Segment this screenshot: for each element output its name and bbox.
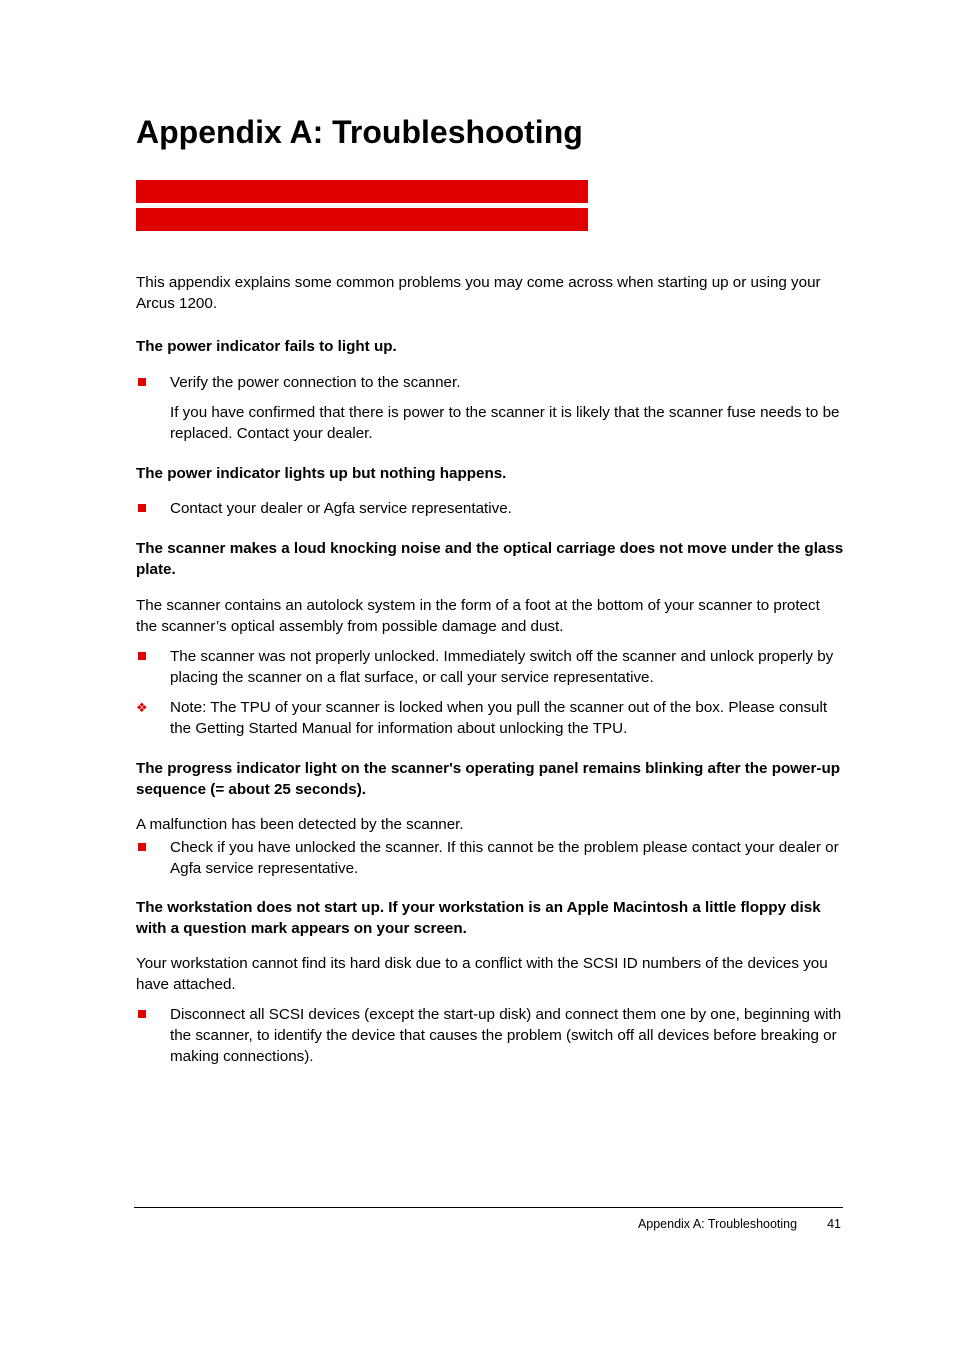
section-text: The scanner contains an autolock system in the form of a foot at the bottom of your scanner to protect the scanner’s optical assembly from possible damage and dust.	[136, 597, 820, 635]
list-item	[136, 372, 844, 393]
list-item-text: Check if you have unlocked the scanner. If this cannot be the problem please contact your dealer or Agfa service representative.	[170, 839, 839, 877]
content	[136, 272, 844, 1067]
section-heading: The power indicator lights up but nothing happens.	[136, 465, 507, 482]
section-heading: The scanner makes a loud knocking noise and the optical carriage does not move under the glass plate.	[136, 540, 844, 578]
list-item	[136, 1004, 844, 1067]
square-bullet-icon	[138, 843, 146, 851]
diamond-note-icon: ❖	[136, 700, 148, 715]
list-item-text: Verify the power connection to the scanner.	[170, 374, 461, 391]
section-text: A malfunction has been detected by the scanner.	[136, 816, 464, 833]
title-bar-bottom	[136, 208, 588, 231]
section-heading: The power indicator fails to light up.	[136, 338, 397, 355]
section-heading: The progress indicator light on the scanner's operating panel remains blinking after the power-up sequence (= about 25 seconds).	[136, 760, 841, 798]
footer-label: Appendix A: Troubleshooting	[637, 1217, 798, 1231]
footer-rule	[134, 1207, 843, 1208]
note-item	[136, 697, 844, 739]
square-bullet-icon	[138, 1010, 146, 1018]
indented-text: If you have confirmed that there is power to the scanner it is likely that the scanner fuse needs to be replaced. Contact your dealer.	[170, 404, 840, 442]
square-bullet-icon	[138, 652, 146, 660]
square-bullet-icon	[138, 504, 146, 512]
note-text: Note: The TPU of your scanner is locked when you pull the scanner out of the box. Please consult the Getting Started Manual for information about unlocking the TPU.	[170, 699, 828, 737]
title-bar-top	[136, 180, 588, 203]
square-bullet-icon	[138, 378, 146, 386]
intro-text: This appendix explains some common problems you may come across when starting up or using your Arcus 1200.	[136, 274, 821, 312]
list-item-text: The scanner was not properly unlocked. Immediately switch off the scanner and unlock properly by placing the scanner on a flat surface, or call your service representative.	[170, 648, 834, 686]
list-item	[136, 498, 844, 519]
list-item-text: Contact your dealer or Agfa service representative.	[170, 500, 512, 517]
list-item	[136, 646, 844, 688]
section-heading: The workstation does not start up. If your workstation is an Apple Macintosh a little floppy disk with a question mark appears on your screen.	[136, 899, 821, 937]
list-item	[136, 837, 844, 879]
page-title: Appendix A: Troubleshooting	[136, 114, 583, 150]
section-text: Your workstation cannot find its hard disk due to a conflict with the SCSI ID numbers of the devices you have attached.	[136, 955, 828, 993]
page-footer	[638, 1215, 841, 1233]
list-item-text: Disconnect all SCSI devices (except the start-up disk) and connect them one by one, beginning with the scanner, to identify the device that causes the problem (switch off all devices before breaking or making connections).	[170, 1006, 842, 1065]
page-number: 41	[827, 1217, 841, 1231]
